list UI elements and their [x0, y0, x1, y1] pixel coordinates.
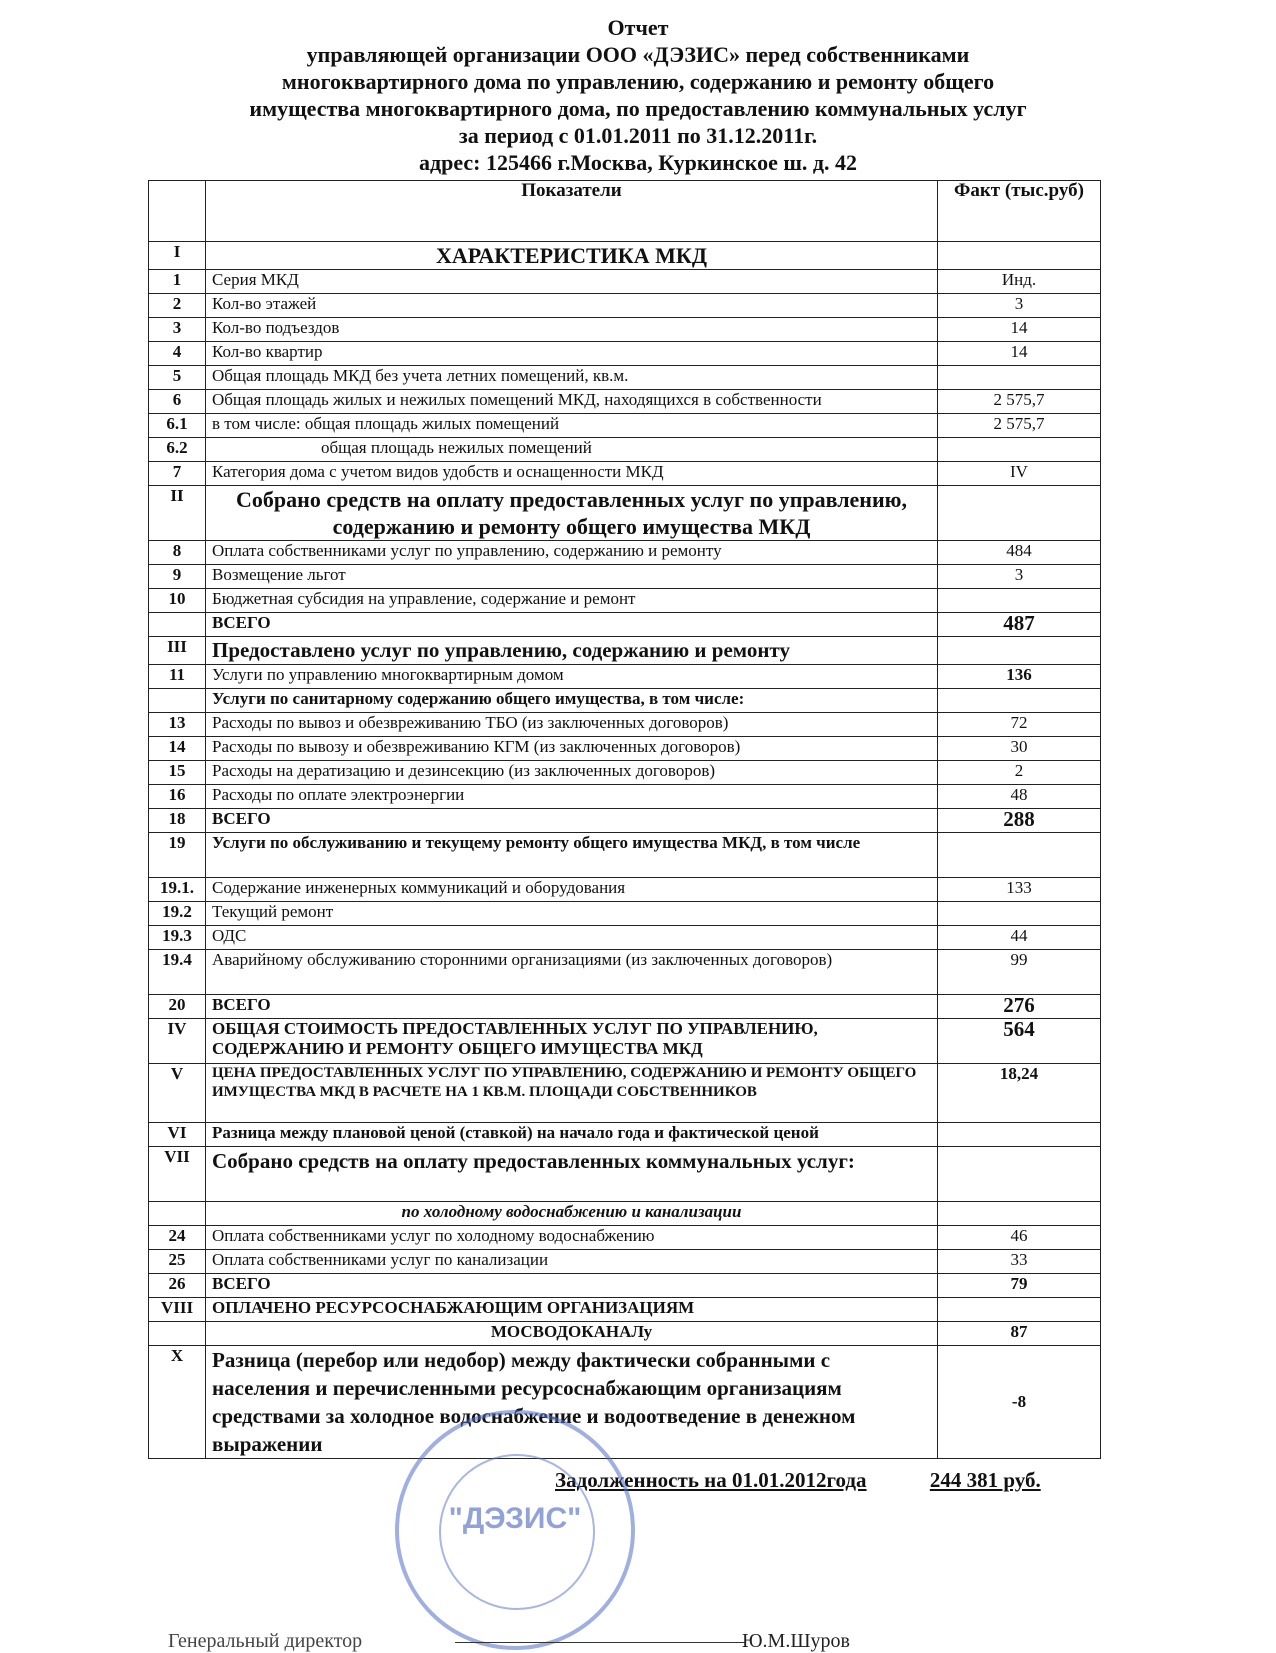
row-value — [938, 833, 1101, 878]
row-label: Расходы по оплате электроэнергии — [206, 785, 938, 809]
row-value — [938, 689, 1101, 713]
table-row — [149, 541, 1101, 565]
row-label: Оплата собственниками услуг по холодному водоснабжению — [206, 1226, 938, 1250]
row-number: I — [149, 242, 206, 270]
row-number: 19.2 — [149, 902, 206, 926]
row-number: VII — [149, 1147, 206, 1202]
row-label: Кол-во подъездов — [206, 318, 938, 342]
company-stamp — [395, 1410, 635, 1650]
row-number — [149, 1202, 206, 1226]
table-row — [149, 950, 1101, 995]
row-value: 136 — [938, 665, 1101, 689]
row-label: Услуги по санитарному содержанию общего имущества, в том числе: — [206, 689, 938, 713]
row-number: VI — [149, 1123, 206, 1147]
row-value: 79 — [938, 1274, 1101, 1298]
row-label: Разница (перебор или недобор) между фактически собранными с населения и перечисленными ресурсоснабжающим организациям средствами за холодное водоснабжение и водоотведение в денежном выражении — [206, 1346, 938, 1459]
table-row — [149, 785, 1101, 809]
row-label: МОСВОДОКАНАЛу — [206, 1322, 938, 1346]
row-number: 15 — [149, 761, 206, 785]
row-label: Расходы по вывозу и обезвреживанию КГМ (из заключенных договоров) — [206, 737, 938, 761]
row-value — [938, 902, 1101, 926]
row-value: -8 — [938, 1346, 1101, 1459]
table-row — [149, 689, 1101, 713]
row-label: ОБЩАЯ СТОИМОСТЬ ПРЕДОСТАВЛЕННЫХ УСЛУГ ПО УПРАВЛЕНИЮ, СОДЕРЖАНИЮ И РЕМОНТУ ОБЩЕГО ИМУЩЕСТВА МКД — [206, 1019, 938, 1064]
table-row — [149, 486, 1101, 541]
table-row — [149, 1298, 1101, 1322]
row-value: 487 — [938, 613, 1101, 637]
table-row — [149, 1019, 1101, 1064]
row-number: 9 — [149, 565, 206, 589]
row-number: 16 — [149, 785, 206, 809]
row-label: ВСЕГО — [206, 995, 938, 1019]
signatory-position: Генеральный директор — [168, 1630, 363, 1652]
row-number: 19 — [149, 833, 206, 878]
row-label: ВСЕГО — [206, 809, 938, 833]
row-label: в том числе: общая площадь жилых помещений — [206, 414, 938, 438]
row-label: Оплата собственниками услуг по управлению, содержанию и ремонту — [206, 541, 938, 565]
row-value — [938, 1123, 1101, 1147]
row-label: Общая площадь жилых и нежилых помещений МКД, находящихся в собственности — [206, 390, 938, 414]
row-value — [938, 637, 1101, 665]
row-label: Услуги по обслуживанию и текущему ремонту общего имущества МКД, в том числе — [206, 833, 938, 878]
header-fact: Факт (тыс.руб) — [938, 181, 1101, 242]
table-row — [149, 270, 1101, 294]
row-number: 8 — [149, 541, 206, 565]
row-number: 11 — [149, 665, 206, 689]
table-row — [149, 342, 1101, 366]
table-row — [149, 1346, 1101, 1459]
row-value: 484 — [938, 541, 1101, 565]
report-address: адрес: 125466 г.Москва, Куркинское ш. д. 42 — [418, 150, 858, 175]
row-value: 2 575,7 — [938, 390, 1101, 414]
row-label: Услуги по управлению многоквартирным домом — [206, 665, 938, 689]
report-subtitle-2: многоквартирного дома по управлению, содержанию и ремонту общего — [281, 69, 995, 94]
row-number: 18 — [149, 809, 206, 833]
row-value: 564 — [938, 1019, 1101, 1064]
table-row — [149, 1274, 1101, 1298]
row-value: IV — [938, 462, 1101, 486]
row-value — [938, 486, 1101, 541]
row-number: 19.4 — [149, 950, 206, 995]
table-row — [149, 1147, 1101, 1202]
table-row — [149, 613, 1101, 637]
row-label: общая площадь нежилых помещений — [206, 438, 938, 462]
row-value: 3 — [938, 565, 1101, 589]
report-header — [0, 14, 1276, 176]
row-value: 276 — [938, 995, 1101, 1019]
row-number: III — [149, 637, 206, 665]
row-value: 2 — [938, 761, 1101, 785]
table-row — [149, 1322, 1101, 1346]
row-value — [938, 1298, 1101, 1322]
table-row — [149, 637, 1101, 665]
row-value: 18,24 — [938, 1064, 1101, 1123]
row-value — [938, 242, 1101, 270]
row-label: по холодному водоснабжению и канализации — [206, 1202, 938, 1226]
row-number: 13 — [149, 713, 206, 737]
table-row — [149, 242, 1101, 270]
table-row — [149, 809, 1101, 833]
table-row — [149, 366, 1101, 390]
row-label: ЦЕНА ПРЕДОСТАВЛЕННЫХ УСЛУГ ПО УПРАВЛЕНИЮ, СОДЕРЖАНИЮ И РЕМОНТУ ОБЩЕГО ИМУЩЕСТВА МКД В РАСЧЕТЕ НА 1 КВ.М. ПЛОЩАДИ СОБСТВЕННИКОВ — [206, 1064, 938, 1123]
row-label: Собрано средств на оплату предоставленных коммунальных услуг: — [206, 1147, 938, 1202]
row-label: Предоставлено услуг по управлению, содержанию и ремонту — [206, 637, 938, 665]
row-label: Категория дома с учетом видов удобств и оснащенности МКД — [206, 462, 938, 486]
row-number: 10 — [149, 589, 206, 613]
report-period: за период с 01.01.2011 по 31.12.2011г. — [458, 123, 818, 148]
row-label: ХАРАКТЕРИСТИКА МКД — [206, 242, 938, 270]
row-value: 133 — [938, 878, 1101, 902]
row-number: IV — [149, 1019, 206, 1064]
row-label: Серия МКД — [206, 270, 938, 294]
row-label: Аварийному обслуживанию сторонними организациями (из заключенных договоров) — [206, 950, 938, 995]
table-row — [149, 318, 1101, 342]
row-number: 6 — [149, 390, 206, 414]
row-label: Кол-во квартир — [206, 342, 938, 366]
report-table — [148, 180, 1101, 1459]
row-label: Содержание инженерных коммуникаций и оборудования — [206, 878, 938, 902]
table-row — [149, 833, 1101, 878]
table-row — [149, 1202, 1101, 1226]
row-number: 7 — [149, 462, 206, 486]
row-number: 4 — [149, 342, 206, 366]
report-title: Отчет — [607, 15, 669, 40]
row-label: Собрано средств на оплату предоставленных услуг по управлению, содержанию и ремонту общего имущества МКД — [206, 486, 938, 541]
row-number: 25 — [149, 1250, 206, 1274]
row-number: 1 — [149, 270, 206, 294]
table-row — [149, 926, 1101, 950]
table-row — [149, 589, 1101, 613]
row-label: Бюджетная субсидия на управление, содержание и ремонт — [206, 589, 938, 613]
header-indicators: Показатели — [206, 181, 938, 242]
row-number: 3 — [149, 318, 206, 342]
table-row — [149, 462, 1101, 486]
row-number: V — [149, 1064, 206, 1123]
row-number: 5 — [149, 366, 206, 390]
row-label: ВСЕГО — [206, 613, 938, 637]
row-label: Расходы по вывоз и обезвреживанию ТБО (из заключенных договоров) — [206, 713, 938, 737]
row-label: Кол-во этажей — [206, 294, 938, 318]
header-num-cell — [149, 181, 206, 242]
row-label: Расходы на дератизацию и дезинсекцию (из заключенных договоров) — [206, 761, 938, 785]
row-label: ВСЕГО — [206, 1274, 938, 1298]
table-row — [149, 737, 1101, 761]
row-value: 288 — [938, 809, 1101, 833]
table-row — [149, 878, 1101, 902]
table-row — [149, 1064, 1101, 1123]
row-value: 72 — [938, 713, 1101, 737]
row-label: Текущий ремонт — [206, 902, 938, 926]
row-number — [149, 689, 206, 713]
row-number: X — [149, 1346, 206, 1459]
row-number: II — [149, 486, 206, 541]
table-row — [149, 902, 1101, 926]
debt-amount: 244 381 руб. — [929, 1468, 1041, 1492]
table-row — [149, 294, 1101, 318]
table-row — [149, 565, 1101, 589]
row-value — [938, 1202, 1101, 1226]
table-row — [149, 995, 1101, 1019]
row-number: 6.2 — [149, 438, 206, 462]
row-value: 14 — [938, 342, 1101, 366]
row-label: Возмещение льгот — [206, 565, 938, 589]
row-label: Оплата собственниками услуг по канализации — [206, 1250, 938, 1274]
stamp-text: "ДЭЗИС" — [448, 1502, 582, 1535]
table-row — [149, 390, 1101, 414]
row-value: 44 — [938, 926, 1101, 950]
row-label: ОДС — [206, 926, 938, 950]
table-row — [149, 1250, 1101, 1274]
row-label: Разница между плановой ценой (ставкой) на начало года и фактической ценой — [206, 1123, 938, 1147]
row-value: 3 — [938, 294, 1101, 318]
report-subtitle-3: имущества многоквартирного дома, по предоставлению коммунальных услуг — [249, 96, 1027, 121]
row-value: 33 — [938, 1250, 1101, 1274]
table-row — [149, 1226, 1101, 1250]
signature-line — [455, 1642, 745, 1643]
report-subtitle-1: управляющей организации ООО «ДЭЗИС» перед собственниками — [306, 42, 970, 67]
table-row — [149, 713, 1101, 737]
row-value: 2 575,7 — [938, 414, 1101, 438]
table-row — [149, 665, 1101, 689]
table-row — [149, 414, 1101, 438]
table-header-row — [149, 181, 1101, 242]
row-number: 26 — [149, 1274, 206, 1298]
row-value: Инд. — [938, 270, 1101, 294]
row-number: 24 — [149, 1226, 206, 1250]
row-number: 19.1. — [149, 878, 206, 902]
row-label: Общая площадь МКД без учета летних помещений, кв.м. — [206, 366, 938, 390]
row-number: 6.1 — [149, 414, 206, 438]
row-value — [938, 589, 1101, 613]
row-value: 48 — [938, 785, 1101, 809]
row-value — [938, 366, 1101, 390]
row-number — [149, 613, 206, 637]
table-row — [149, 438, 1101, 462]
row-value: 87 — [938, 1322, 1101, 1346]
row-value — [938, 438, 1101, 462]
row-number: 20 — [149, 995, 206, 1019]
row-value: 30 — [938, 737, 1101, 761]
row-number: 19.3 — [149, 926, 206, 950]
row-number — [149, 1322, 206, 1346]
row-value — [938, 1147, 1101, 1202]
signatory-name: Ю.М.Шуров — [742, 1630, 850, 1652]
row-label: ОПЛАЧЕНО РЕСУРСОСНАБЖАЮЩИМ ОРГАНИЗАЦИЯМ — [206, 1298, 938, 1322]
row-value: 46 — [938, 1226, 1101, 1250]
table-row — [149, 1123, 1101, 1147]
debt-label: Задолженность на 01.01.2012года — [555, 1468, 867, 1492]
table-row — [149, 761, 1101, 785]
row-number: VIII — [149, 1298, 206, 1322]
row-value: 14 — [938, 318, 1101, 342]
row-value: 99 — [938, 950, 1101, 995]
row-number: 2 — [149, 294, 206, 318]
row-number: 14 — [149, 737, 206, 761]
